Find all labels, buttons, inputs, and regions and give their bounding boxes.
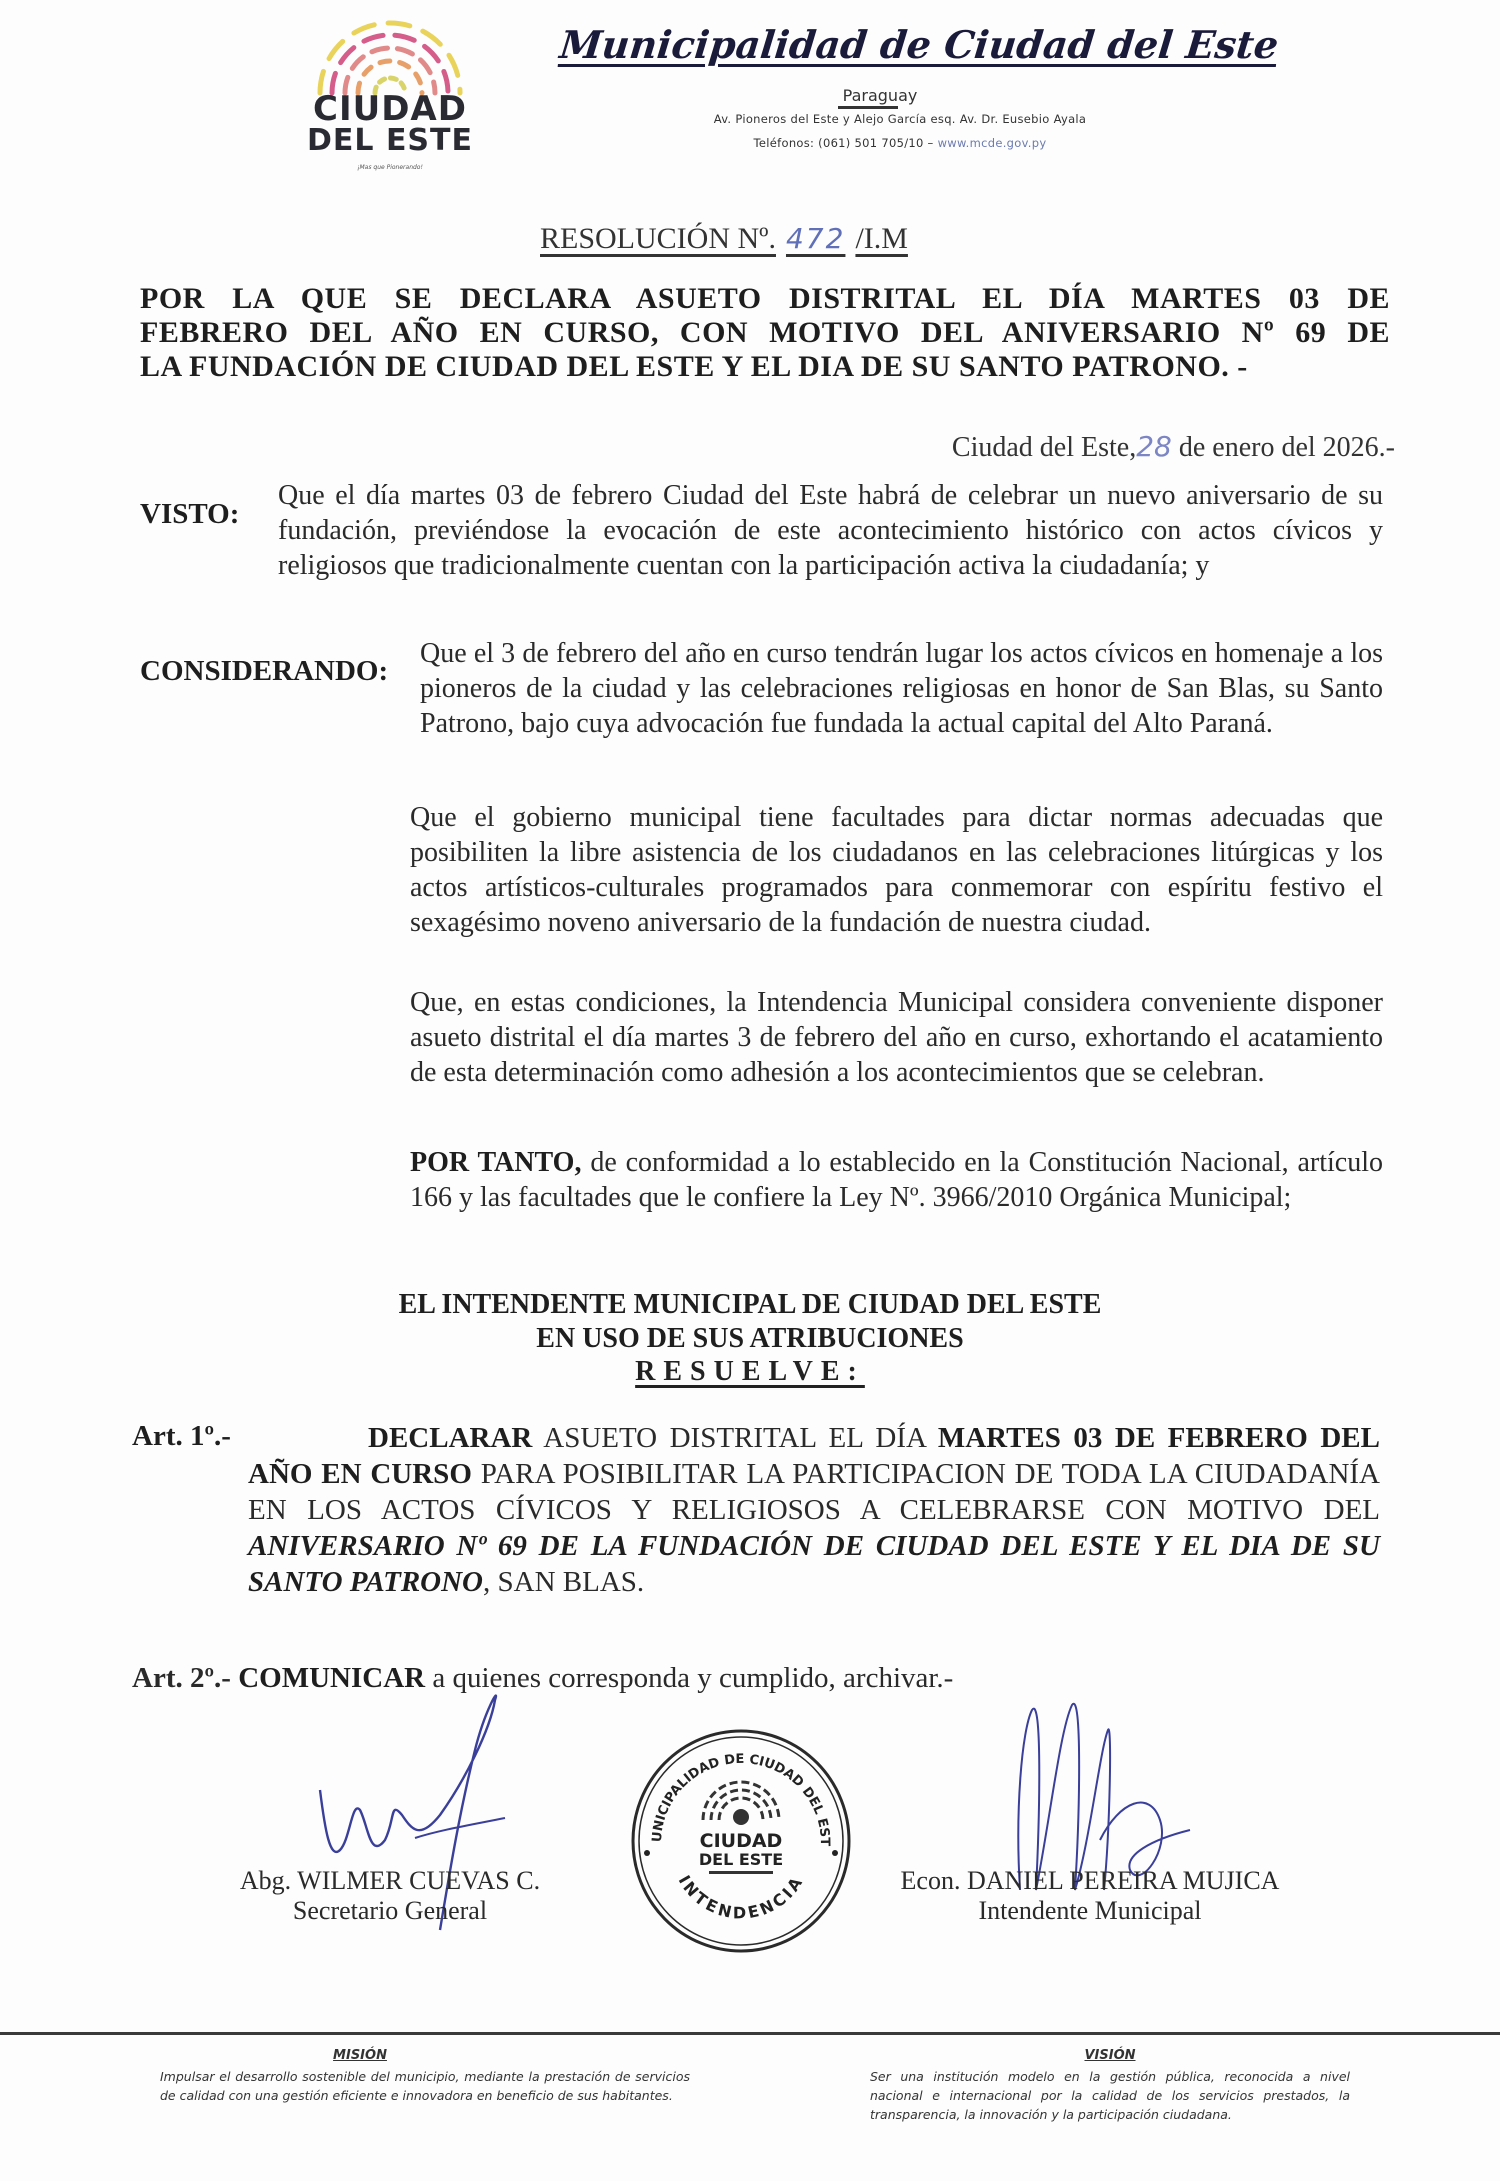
logo-arcs-icon — [290, 8, 490, 98]
por-tanto-label: POR TANTO, — [410, 1147, 582, 1178]
signatory-1-name: Abg. WILMER CUEVAS C. — [239, 1866, 541, 1895]
title-line: POR LA QUE SE DECLARA ASUETO DISTRITAL EL DÍA MARTES 03 DE — [140, 282, 1390, 315]
seal-ring-text: UNICIPALIDAD DE CIUDAD DEL EST — [649, 1751, 833, 1847]
seal-center-line-2: DEL ESTE — [698, 1850, 784, 1869]
intendente-line-2: EN USO DE SUS ATRIBUCIONES — [536, 1323, 964, 1354]
seal-bottom-text: INTENDENCIA — [674, 1871, 808, 1923]
resuelve-heading: RESUELVE: — [635, 1356, 865, 1387]
resolution-number — [540, 222, 908, 256]
por-tanto-text: de conformidad a lo establecido en la Constitución Nacional, artículo 166 y las facultades que le confiere la Ley Nº. 3966/2010 Orgánica Municipal; — [410, 1147, 1383, 1213]
visto-paragraph: Que el día martes 03 de febrero Ciudad del Este habrá de celebrar un nuevo aniversario de su fundación, previéndose la evocación de este acontecimiento histórico con actos cívicos y religiosos que tradicionalmente cuentan con la participación activa la ciudadanía; y — [278, 480, 1383, 581]
date-handwritten-day: 28 — [1136, 430, 1172, 463]
resolution-prefix: RESOLUCIÓN Nº. — [540, 222, 776, 255]
seal-center-line-1: CIUDAD — [699, 1830, 783, 1852]
intendente-line-1: EL INTENDENTE MUNICIPAL DE CIUDAD DEL ESTE — [398, 1289, 1102, 1320]
art2-verb: COMUNICAR — [238, 1662, 426, 1694]
visto-label: VISTO: — [140, 498, 240, 530]
website-link[interactable]: www.mcde.gov.py — [937, 136, 1047, 150]
title-line: LA FUNDACIÓN DE CIUDAD DEL ESTE Y EL DIA DE SU SANTO PATRONO. - — [140, 350, 1248, 383]
visto-text — [278, 478, 1383, 583]
paragraph-text: Que, en estas condiciones, la Intendencia Municipal considera conveniente disponer asueto distrital el día martes 3 de febrero del año en curso, exhortando el acatamiento de esta determinación como adhesión a los acontecimientos que se celebran. — [410, 987, 1383, 1088]
art1-text-1: ASUETO DISTRITAL EL DÍA — [532, 1422, 938, 1454]
country-underline — [838, 106, 898, 109]
paragraph-text — [410, 1145, 1383, 1215]
logo-tagline: ¡Mas que Pionerando! — [357, 164, 423, 171]
art1-text-3: , SAN BLAS. — [483, 1566, 645, 1598]
mision-text: Impulsar el desarrollo sostenible del municipio, mediante la prestación de servicios de calidad con una gestión eficiente e innovadora en beneficio de sus habitantes. — [160, 2069, 690, 2103]
por-tanto-paragraph — [410, 1145, 1383, 1215]
art1-date: MARTES 03 DE FEBRERO DEL AÑO EN CURSO — [248, 1422, 1380, 1490]
footer-divider — [0, 2032, 1500, 2035]
vision-heading: VISIÓN — [1084, 2048, 1136, 2063]
intendente-heading — [300, 1288, 1200, 1356]
signatory-1-role: Secretario General — [292, 1896, 488, 1925]
paragraph-text: Que el gobierno municipal tiene facultades para dictar normas adecuadas que posibiliten la libre asistencia de los ciudadanos en las celebraciones litúrgicas y los actos artísticos-culturales programados para conmemorar con espíritu festivo el sexagésimo noveno aniversario de la fundación de nuestra ciudad. — [410, 802, 1383, 938]
logo-word-1: CIUDAD — [313, 89, 467, 129]
country: Paraguay — [842, 86, 918, 105]
title-line: FEBRERO DEL AÑO EN CURSO, CON MOTIVO DEL ANIVERSARIO Nº 69 DE — [140, 316, 1390, 349]
resolution-suffix: /I.M — [855, 222, 908, 255]
considerando-label: CONSIDERANDO: — [140, 655, 389, 687]
signatory-2-name: Econ. DANIEL PEREIRA MUJICA — [900, 1866, 1280, 1895]
considerando-paragraph-1 — [420, 636, 1383, 741]
resolution-handwritten-number: 472 — [785, 222, 846, 255]
institution-title: Municipalidad de Ciudad del Este — [557, 22, 1281, 67]
art1-text-2: PARA POSIBILITAR LA PARTICIPACION DE TODA LA CIUDADANÍA EN LOS ACTOS CÍVICOS Y RELIGIOSOS A CELEBRARSE CON MOTIVO DEL — [248, 1458, 1380, 1526]
contact-line — [560, 136, 1240, 150]
signatory-2-role: Intendente Municipal — [978, 1896, 1202, 1925]
phone-numbers: Teléfonos: (061) 501 705/10 – — [753, 136, 938, 150]
art1-occasion: ANIVERSARIO Nº 69 DE LA FUNDACIÓN DE CIUDAD DEL ESTE Y EL DIA DE SU SANTO PATRONO — [248, 1530, 1380, 1598]
paragraph-text: Que el 3 de febrero del año en curso tendrán lugar los actos cívicos en homenaje a los pioneros de la ciudad y las celebraciones religiosas en honor de San Blas, su Santo Patrono, bajo cuya advocación fue fundada la actual capital del Alto Paraná. — [420, 638, 1383, 739]
article-1-text — [248, 1420, 1380, 1600]
art2-text: a quienes corresponda y cumplido, archivar.- — [425, 1662, 954, 1694]
considerando-paragraph-2 — [410, 800, 1383, 940]
article-1-label: Art. 1º.- — [132, 1420, 231, 1452]
resolution-title — [140, 282, 1390, 384]
seal-stamp-icon — [625, 1725, 857, 1957]
vision-text: Ser una institución modelo en la gestión pública, reconocida a nivel nacional e internacional por la calidad de los servicios prestados, la transparencia, la innovación y la participación ciudadana. — [870, 2069, 1350, 2122]
article-2-label: Art. 2º.- — [132, 1662, 231, 1694]
mision-heading: MISIÓN — [333, 2048, 387, 2063]
city-logo — [290, 8, 490, 178]
date-place: Ciudad del Este, — [951, 432, 1137, 463]
logo-word-2: DEL ESTE — [306, 123, 473, 158]
considerando-paragraph-3 — [410, 985, 1383, 1090]
art1-verb: DECLARAR — [368, 1422, 533, 1454]
official-seal — [625, 1725, 857, 1957]
date-line — [830, 430, 1395, 464]
date-rest: de enero del 2026.- — [1178, 432, 1395, 463]
address: Av. Pioneros del Este y Alejo García esq. Av. Dr. Eusebio Ayala — [713, 112, 1087, 126]
